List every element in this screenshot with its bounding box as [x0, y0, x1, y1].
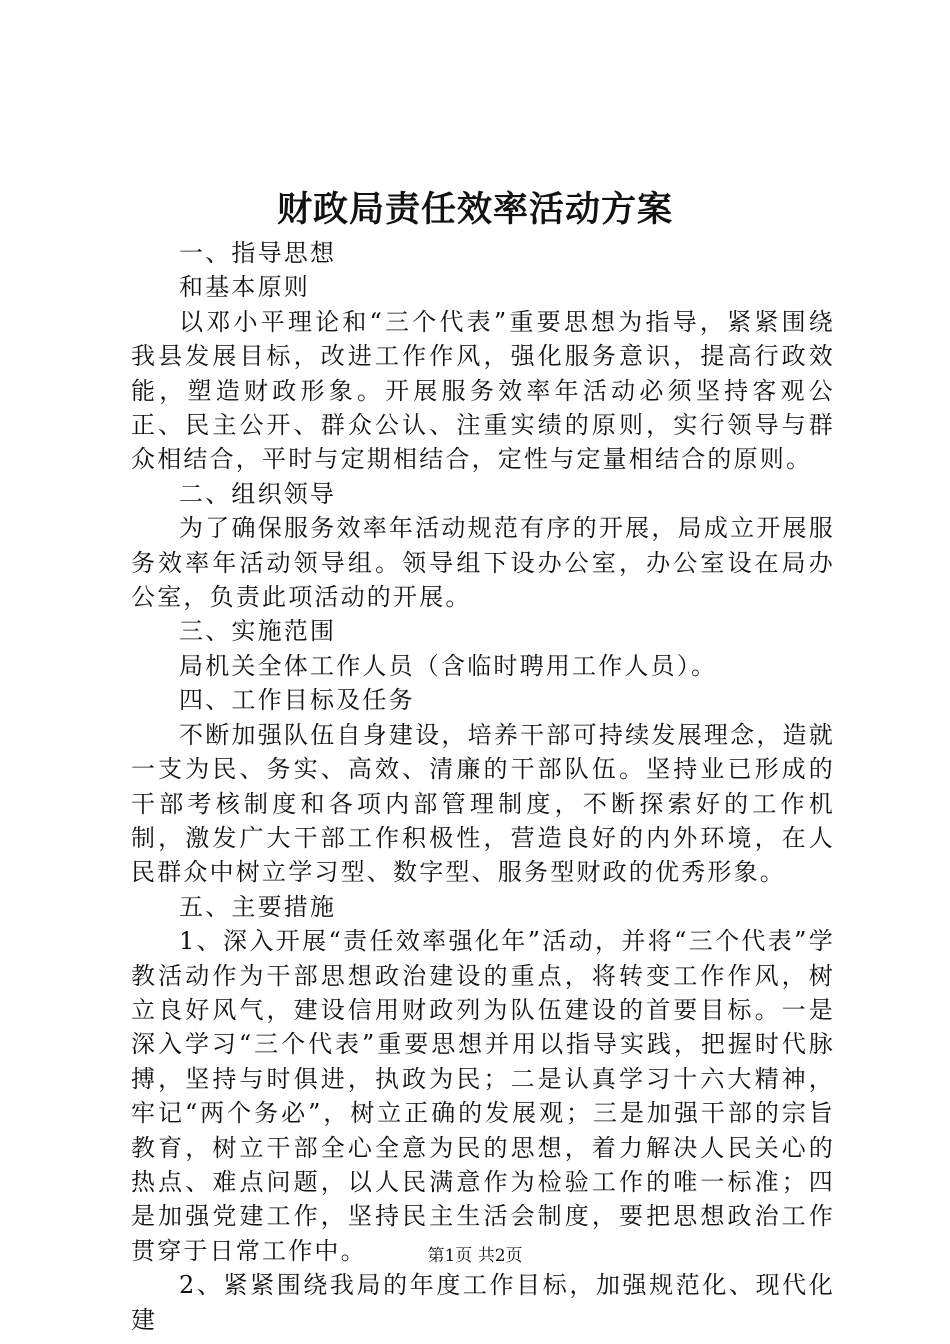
document-title: 财政局责任效率活动方案 — [276, 189, 673, 230]
paragraph-measure-2: 2、紧紧围绕我局的年度工作目标，加强规范化、现代化建 — [131, 1271, 835, 1334]
heading-basic-principles: 和基本原则 — [179, 273, 310, 302]
heading-measures: 五、主要措施 — [179, 892, 337, 921]
document-body — [131, 236, 835, 1337]
paragraph-goals: 不断加强队伍自身建设，培养干部可持续发展理念，造就一支为民、务实、高效、清廉的干部队伍。坚持业已形成的干部考核制度和各项内部管理制度，不断探索好的工作机制，激发广大干部工作积极性，营造良好的内外环境，在人民群众中树立学习型、数字型、服务型财政的优秀形象。 — [131, 720, 835, 887]
heading-organization: 二、组织领导 — [179, 479, 337, 508]
paragraph-guiding-thought: 以邓小平理论和“三个代表”重要思想为指导，紧紧围绕我县发展目标，改进工作作风，强化服务意识，提高行政效能，塑造财政形象。开展服务效率年活动必须坚持客观公正、民主公开、群众公认、注重实绩的原则，实行领导与群众相结合，平时与定期相结合，定性与定量相结合的原则。 — [131, 307, 835, 474]
heading-scope: 三、实施范围 — [179, 617, 337, 646]
heading-goals: 四、工作目标及任务 — [179, 686, 415, 715]
page-footer: 第1页 共2页 — [427, 1246, 523, 1266]
heading-guiding-thought: 一、指导思想 — [179, 239, 337, 267]
paragraph-organization: 为了确保服务效率年活动规范有序的开展，局成立开展服务效率年活动领导组。领导组下设办公室，办公室设在局办公室，负责此项活动的开展。 — [131, 514, 835, 612]
paragraph-measure-1: 1、深入开展“责任效率强化年”活动，并将“三个代表”学教活动作为干部思想政治建设的重点，将转变工作作风，树立良好风气，建设信用财政列为队伍建设的首要目标。一是深入学习“三个代表”重要思想并用以指导实践，把握时代脉搏，坚持与时俱进，执政为民；二是认真学习十六大精神，牢记“两个务必”，树立正确的发展观；三是加强干部的宗旨教育，树立干部全心全意为民的思想，着力解决人民关心的热点、难点问题，以人民满意作为检验工作的唯一标准；四是加强党建工作，坚持民主生活会制度，要把思想政治工作贯穿于日常工作中。 — [131, 927, 835, 1265]
paragraph-scope: 局机关全体工作人员（含临时聘用工作人员）。 — [179, 651, 718, 680]
